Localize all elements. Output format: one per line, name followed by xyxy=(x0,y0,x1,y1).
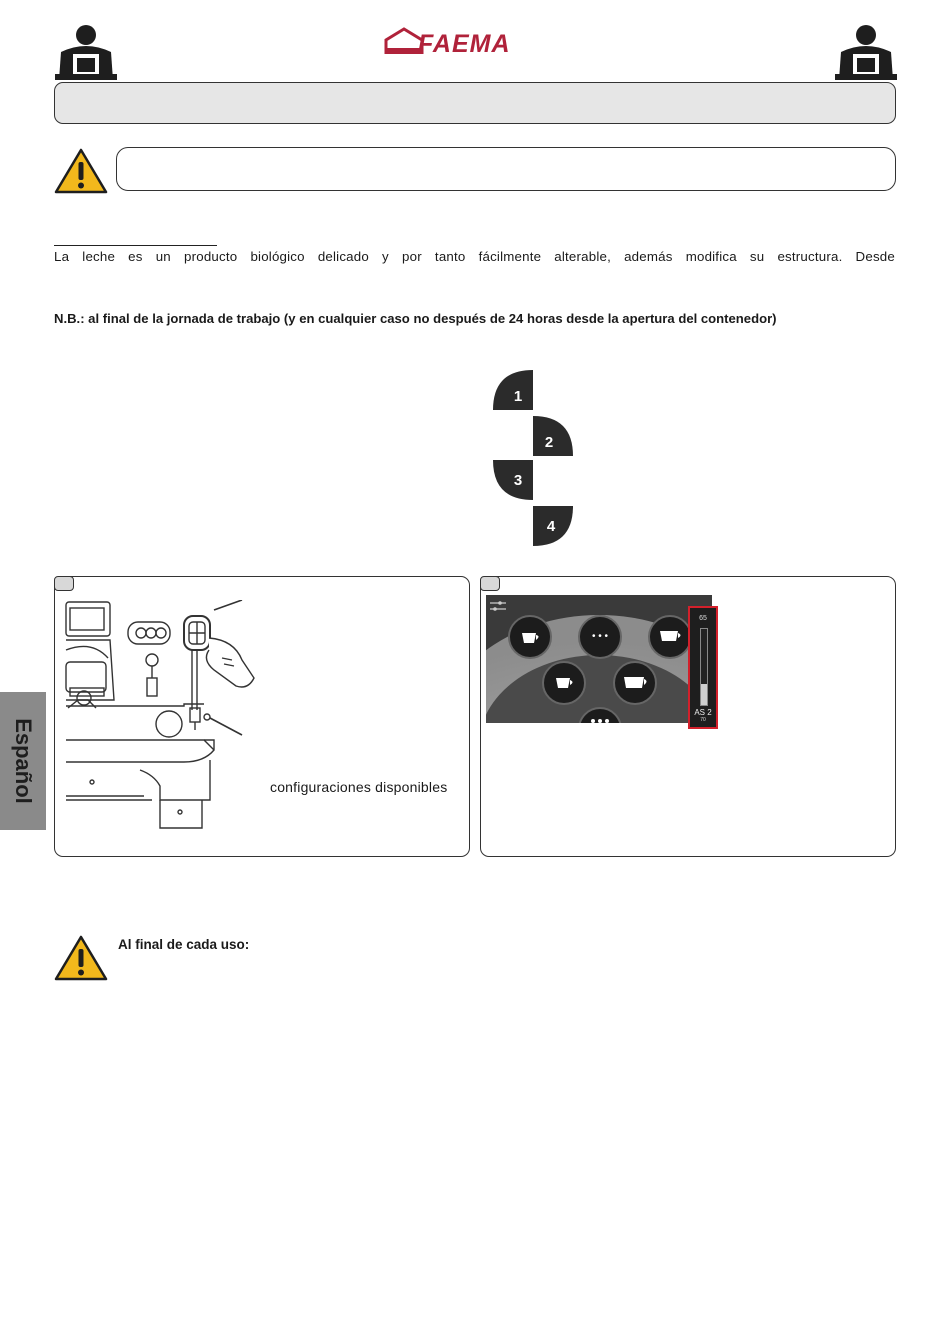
beverage-button-4[interactable] xyxy=(613,661,657,705)
warning-box xyxy=(116,147,896,191)
warning-icon xyxy=(54,147,108,195)
figure-left-caption: configuraciones disponibles xyxy=(270,779,448,795)
gauge-bar-fill xyxy=(701,684,707,705)
gauge-top-value: 65 xyxy=(699,615,707,622)
gauge-sub-value: 70 xyxy=(700,717,706,723)
selector-button-3[interactable] xyxy=(493,460,533,500)
logo-text: FAEMA xyxy=(418,30,511,58)
menu-dots-label: • • • xyxy=(591,631,609,642)
selector-button-2[interactable] xyxy=(533,416,573,456)
faema-logo xyxy=(384,26,568,58)
beverage-button-1[interactable] xyxy=(508,615,552,659)
footer-warning-heading: Al final de cada uso: xyxy=(118,937,250,952)
language-side-tab xyxy=(0,692,46,830)
selector-label-1: 1 xyxy=(513,388,523,405)
footer-warning-icon xyxy=(54,934,108,982)
selector-button-1[interactable] xyxy=(493,370,533,410)
figure-right-number-badge xyxy=(480,576,500,591)
section-title-bar xyxy=(54,82,896,124)
note-text: N.B.: al final de la jornada de trabajo (y en cualquier caso no después de 24 horas desde la apertura del contenedor) xyxy=(54,311,777,326)
selector-label-4: 4 xyxy=(546,518,556,535)
menu-dots-button[interactable] xyxy=(578,615,622,659)
intro-paragraph: La leche es un producto biológico delicado y por tanto fácilmente alterable, además modifica su estructura. Desde xyxy=(54,249,895,264)
temperature-gauge xyxy=(688,606,718,729)
gauge-bar xyxy=(700,628,708,706)
gauge-label: AS 2 xyxy=(694,708,712,717)
waiter-icon-left xyxy=(55,24,117,85)
selector-button-4[interactable] xyxy=(533,506,573,546)
selector-label-2: 2 xyxy=(544,434,554,451)
heading-underline xyxy=(54,245,217,246)
selector-label-3: 3 xyxy=(513,472,523,489)
waiter-icon-right xyxy=(835,24,897,85)
language-label: Español xyxy=(11,718,36,804)
beverage-button-3[interactable] xyxy=(542,661,586,705)
beverage-button-2[interactable] xyxy=(648,615,692,659)
machine-illustration xyxy=(64,600,264,840)
milk-button[interactable] xyxy=(578,707,622,723)
figure-left-number-badge xyxy=(54,576,74,591)
touch-display xyxy=(486,595,712,723)
